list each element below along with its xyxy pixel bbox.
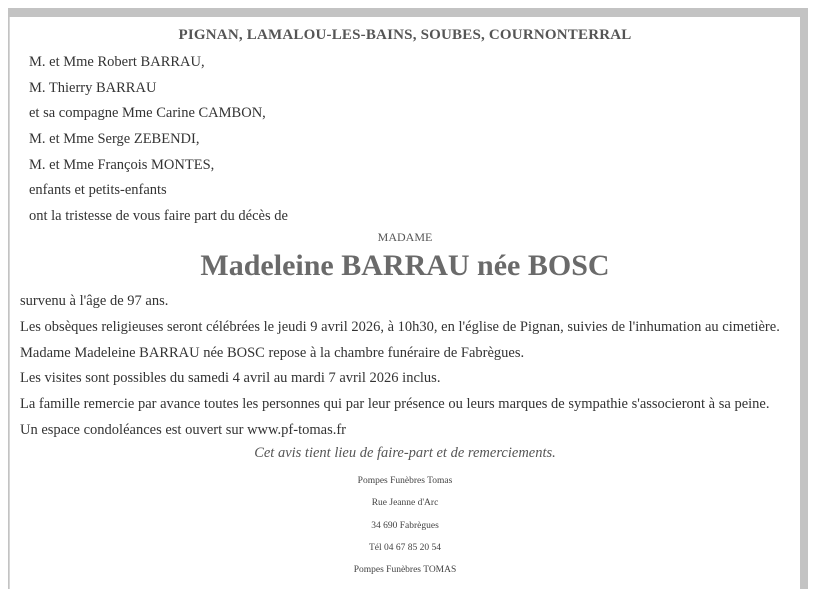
funeral-home-city: 34 690 Fabrègues: [371, 520, 439, 531]
body-line: La famille remercie par avance toutes les personnes qui par leur présence ou leurs marques de sympathie s'associeront à sa peine.: [20, 396, 770, 413]
funeral-home-name: Pompes Funèbres Tomas: [357, 476, 453, 486]
family-line: et sa compagne Mme Carine CAMBON,: [29, 105, 266, 122]
deceased-name: Madeleine BARRAU née BOSC: [200, 249, 610, 282]
notice-body: [20, 289, 780, 444]
family-line: M. Thierry BARRAU: [29, 79, 157, 96]
funeral-home-street: Rue Jeanne d'Arc: [371, 498, 439, 509]
family-line: enfants et petits-enfants: [29, 182, 167, 199]
body-line: Madame Madeleine BARRAU née BOSC repose à la chambre funéraire de Fabrègues.: [20, 344, 525, 361]
family-line: M. et Mme Serge ZEBENDI,: [29, 131, 200, 148]
deceased-title: MADAME: [377, 230, 433, 244]
body-line: Les obsèques religieuses seront célébrées le jeudi 9 avril 2026, à 10h30, en l'église de Pignan, suivies de l'inhumation au cimetière.: [20, 318, 780, 335]
family-line: M. et Mme Robert BARRAU,: [29, 54, 205, 70]
notice-remark: Cet avis tient lieu de faire-part et de remerciements.: [254, 445, 556, 461]
funeral-home-phone: Tél 04 67 85 20 54: [368, 542, 442, 553]
family-list: [29, 50, 288, 230]
family-line: ont la tristesse de vous faire part du décès de: [29, 208, 288, 225]
funeral-home-info: [10, 474, 800, 585]
body-line: Un espace condoléances est ouvert sur www.pf-tomas.fr: [20, 421, 347, 438]
locations-header: PIGNAN, LAMALOU-LES-BAINS, SOUBES, COURNONTERRAL: [178, 27, 632, 43]
death-notice-card: [9, 17, 800, 589]
funeral-home-signature: Pompes Funèbres TOMAS: [353, 565, 457, 576]
body-line: Les visites sont possibles du samedi 4 avril au mardi 7 avril 2026 inclus.: [20, 370, 441, 387]
body-line: survenu à l'âge de 97 ans.: [20, 293, 169, 309]
family-line: M. et Mme François MONTES,: [29, 156, 215, 173]
